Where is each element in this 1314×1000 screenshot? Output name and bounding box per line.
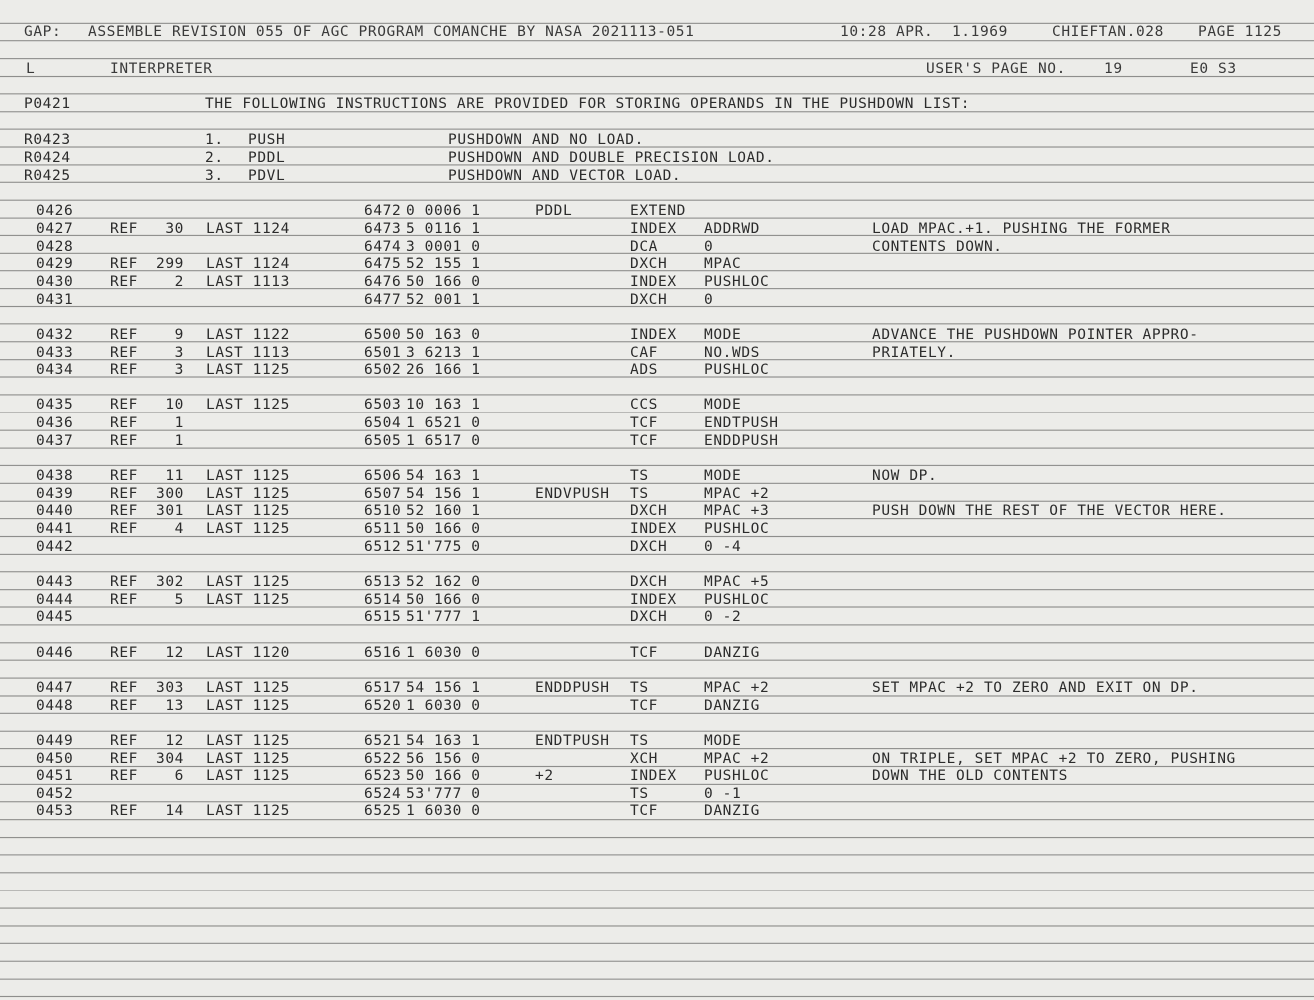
reference-row xyxy=(0,132,1314,149)
instruction-opcode: TS xyxy=(630,733,649,749)
machine-code: 54 156 1 xyxy=(406,486,481,502)
last-reference: LAST 1125 xyxy=(206,680,290,696)
code-line xyxy=(0,768,1314,785)
last-reference: LAST 1125 xyxy=(206,574,290,590)
machine-code: 54 163 1 xyxy=(406,468,481,484)
code-line xyxy=(0,397,1314,414)
memory-address: 6510 xyxy=(364,503,402,519)
instruction-opcode: TCF xyxy=(630,415,658,431)
code-line xyxy=(0,292,1314,309)
ref-count: 12 xyxy=(165,645,184,661)
instruction-operand: NO.WDS xyxy=(704,345,760,361)
line-number: 0448 xyxy=(36,698,74,714)
machine-code: 50 166 0 xyxy=(406,592,481,608)
reference-number: 2. xyxy=(205,150,224,166)
memory-address: 6511 xyxy=(364,521,402,537)
ref-marker: REF xyxy=(110,486,138,502)
last-reference: LAST 1125 xyxy=(206,698,290,714)
line-number: 0453 xyxy=(36,803,74,819)
ref-count: 303 xyxy=(156,680,184,696)
instruction-opcode: INDEX xyxy=(630,274,677,290)
instruction-operand: DANZIG xyxy=(704,645,760,661)
last-reference: LAST 1125 xyxy=(206,733,290,749)
line-number: 0444 xyxy=(36,592,74,608)
instruction-operand: ENDDPUSH xyxy=(704,433,779,449)
memory-address: 6472 xyxy=(364,203,402,219)
instruction-opcode: DCA xyxy=(630,239,658,255)
section-header xyxy=(0,61,1314,78)
instruction-operand: MODE xyxy=(704,733,742,749)
ref-marker: REF xyxy=(110,768,138,784)
machine-code: 1 6030 0 xyxy=(406,698,481,714)
eo-code: E0 S3 xyxy=(1190,61,1237,77)
ref-marker: REF xyxy=(110,256,138,272)
ref-count: 1 xyxy=(174,415,184,431)
comment-label: P0421 xyxy=(24,96,71,112)
instruction-operand: MPAC +3 xyxy=(704,503,770,519)
reference-opcode: PDVL xyxy=(248,168,286,184)
instruction-opcode: INDEX xyxy=(630,221,677,237)
memory-address: 6506 xyxy=(364,468,402,484)
instruction-operand: DANZIG xyxy=(704,698,760,714)
memory-address: 6516 xyxy=(364,645,402,661)
ref-marker: REF xyxy=(110,521,138,537)
ref-marker: REF xyxy=(110,733,138,749)
machine-code: 1 6517 0 xyxy=(406,433,481,449)
line-number: 0445 xyxy=(36,609,74,625)
reference-number: 1. xyxy=(205,132,224,148)
machine-code: 50 166 0 xyxy=(406,768,481,784)
reference-description: PUSHDOWN AND NO LOAD. xyxy=(448,132,644,148)
memory-address: 6504 xyxy=(364,415,402,431)
code-line xyxy=(0,345,1314,362)
instruction-opcode: DXCH xyxy=(630,609,668,625)
code-line xyxy=(0,503,1314,520)
line-number: 0430 xyxy=(36,274,74,290)
memory-address: 6505 xyxy=(364,433,402,449)
line-number: 0443 xyxy=(36,574,74,590)
code-line xyxy=(0,362,1314,379)
line-number: 0429 xyxy=(36,256,74,272)
instruction-opcode: INDEX xyxy=(630,521,677,537)
instruction-opcode: TS xyxy=(630,468,649,484)
instruction-opcode: DXCH xyxy=(630,256,668,272)
ref-marker: REF xyxy=(110,698,138,714)
code-line xyxy=(0,574,1314,591)
line-comment: PUSH DOWN THE REST OF THE VECTOR HERE. xyxy=(872,503,1227,519)
line-comment: ADVANCE THE PUSHDOWN POINTER APPRO- xyxy=(872,327,1199,343)
ref-marker: REF xyxy=(110,433,138,449)
instruction-opcode: TS xyxy=(630,786,649,802)
machine-code: 0 0006 1 xyxy=(406,203,481,219)
memory-address: 6473 xyxy=(364,221,402,237)
reference-opcode: PUSH xyxy=(248,132,286,148)
instruction-opcode: DXCH xyxy=(630,574,668,590)
ref-marker: REF xyxy=(110,503,138,519)
last-reference: LAST 1125 xyxy=(206,503,290,519)
instruction-opcode: CAF xyxy=(630,345,658,361)
instruction-operand: 0 -2 xyxy=(704,609,742,625)
instruction-operand: ADDRWD xyxy=(704,221,760,237)
instruction-operand: PUSHLOC xyxy=(704,274,770,290)
reference-row xyxy=(0,168,1314,185)
ref-marker: REF xyxy=(110,574,138,590)
instruction-operand: MPAC +2 xyxy=(704,751,770,767)
instruction-opcode: DXCH xyxy=(630,539,668,555)
code-line xyxy=(0,803,1314,820)
ref-count: 10 xyxy=(165,397,184,413)
instruction-operand: 0 -1 xyxy=(704,786,742,802)
memory-address: 6514 xyxy=(364,592,402,608)
last-reference: LAST 1125 xyxy=(206,468,290,484)
instruction-opcode: DXCH xyxy=(630,292,668,308)
machine-code: 53'777 0 xyxy=(406,786,481,802)
last-reference: LAST 1125 xyxy=(206,592,290,608)
last-reference: LAST 1125 xyxy=(206,751,290,767)
code-line xyxy=(0,592,1314,609)
instruction-operand: MPAC +5 xyxy=(704,574,770,590)
instruction-opcode: TS xyxy=(630,486,649,502)
user-page-label: USER'S PAGE NO. xyxy=(926,61,1066,77)
assembly-timestamp: 10:28 APR. 1.1969 xyxy=(840,24,1008,40)
instruction-operand: ENDTPUSH xyxy=(704,415,779,431)
code-line xyxy=(0,203,1314,220)
memory-address: 6512 xyxy=(364,539,402,555)
comment-text: THE FOLLOWING INSTRUCTIONS ARE PROVIDED FOR STORING OPERANDS IN THE PUSHDOWN LIST: xyxy=(205,96,971,112)
machine-code: 52 001 1 xyxy=(406,292,481,308)
ref-count: 13 xyxy=(165,698,184,714)
ref-marker: REF xyxy=(110,345,138,361)
memory-address: 6500 xyxy=(364,327,402,343)
memory-address: 6525 xyxy=(364,803,402,819)
line-number: 0439 xyxy=(36,486,74,502)
line-number: 0438 xyxy=(36,468,74,484)
memory-address: 6522 xyxy=(364,751,402,767)
ref-count: 3 xyxy=(174,362,184,378)
ref-count: 2 xyxy=(174,274,184,290)
machine-code: 3 0001 0 xyxy=(406,239,481,255)
machine-code: 52 160 1 xyxy=(406,503,481,519)
instruction-operand: PUSHLOC xyxy=(704,768,770,784)
ref-count: 12 xyxy=(165,733,184,749)
ref-marker: REF xyxy=(110,751,138,767)
ref-marker: REF xyxy=(110,397,138,413)
machine-code: 52 162 0 xyxy=(406,574,481,590)
ref-count: 30 xyxy=(165,221,184,237)
line-number: 0450 xyxy=(36,751,74,767)
memory-address: 6477 xyxy=(364,292,402,308)
memory-address: 6503 xyxy=(364,397,402,413)
ref-count: 1 xyxy=(174,433,184,449)
instruction-label: PDDL xyxy=(535,203,573,219)
code-line xyxy=(0,239,1314,256)
memory-address: 6507 xyxy=(364,486,402,502)
line-number: 0427 xyxy=(36,221,74,237)
line-comment: ON TRIPLE, SET MPAC +2 TO ZERO, PUSHING xyxy=(872,751,1236,767)
machine-code: 56 156 0 xyxy=(406,751,481,767)
machine-code: 50 166 0 xyxy=(406,521,481,537)
instruction-opcode: TCF xyxy=(630,433,658,449)
memory-address: 6513 xyxy=(364,574,402,590)
instruction-operand: MODE xyxy=(704,468,742,484)
ref-count: 6 xyxy=(174,768,184,784)
instruction-label: +2 xyxy=(535,768,554,784)
instruction-opcode: TCF xyxy=(630,645,658,661)
reference-label: R0423 xyxy=(24,132,71,148)
last-reference: LAST 1125 xyxy=(206,486,290,502)
instruction-operand: MPAC xyxy=(704,256,742,272)
machine-code: 3 6213 1 xyxy=(406,345,481,361)
line-number: 0426 xyxy=(36,203,74,219)
machine-code: 51'775 0 xyxy=(406,539,481,555)
line-number: 0431 xyxy=(36,292,74,308)
code-line xyxy=(0,733,1314,750)
memory-address: 6523 xyxy=(364,768,402,784)
assemble-title: ASSEMBLE REVISION 055 OF AGC PROGRAM COMANCHE BY NASA 2021113-051 xyxy=(88,24,695,40)
reference-description: PUSHDOWN AND VECTOR LOAD. xyxy=(448,168,682,184)
instruction-operand: PUSHLOC xyxy=(704,362,770,378)
line-number: 0447 xyxy=(36,680,74,696)
code-line xyxy=(0,256,1314,273)
code-line xyxy=(0,433,1314,450)
reference-description: PUSHDOWN AND DOUBLE PRECISION LOAD. xyxy=(448,150,775,166)
machine-code: 26 166 1 xyxy=(406,362,481,378)
code-line xyxy=(0,786,1314,803)
line-number: 0437 xyxy=(36,433,74,449)
page-number: PAGE 1125 xyxy=(1198,24,1282,40)
comment-line xyxy=(0,96,1314,113)
instruction-opcode: DXCH xyxy=(630,503,668,519)
ref-count: 302 xyxy=(156,574,184,590)
instruction-operand: PUSHLOC xyxy=(704,592,770,608)
line-comment: LOAD MPAC.+1. PUSHING THE FORMER xyxy=(872,221,1171,237)
line-number: 0440 xyxy=(36,503,74,519)
machine-code: 1 6030 0 xyxy=(406,803,481,819)
line-number: 0446 xyxy=(36,645,74,661)
instruction-operand: MODE xyxy=(704,397,742,413)
instruction-opcode: EXTEND xyxy=(630,203,686,219)
last-reference: LAST 1122 xyxy=(206,327,290,343)
instruction-opcode: XCH xyxy=(630,751,658,767)
ref-marker: REF xyxy=(110,274,138,290)
instruction-operand: 0 -4 xyxy=(704,539,742,555)
memory-address: 6476 xyxy=(364,274,402,290)
ref-marker: REF xyxy=(110,221,138,237)
code-line xyxy=(0,751,1314,768)
page-header xyxy=(0,24,1314,41)
instruction-opcode: TCF xyxy=(630,803,658,819)
machine-code: 10 163 1 xyxy=(406,397,481,413)
last-reference: LAST 1125 xyxy=(206,521,290,537)
instruction-operand: DANZIG xyxy=(704,803,760,819)
reference-row xyxy=(0,150,1314,167)
memory-address: 6521 xyxy=(364,733,402,749)
instruction-operand: 0 xyxy=(704,292,714,308)
memory-address: 6524 xyxy=(364,786,402,802)
machine-code: 54 156 1 xyxy=(406,680,481,696)
instruction-opcode: ADS xyxy=(630,362,658,378)
instruction-operand: 0 xyxy=(704,239,714,255)
ref-marker: REF xyxy=(110,592,138,608)
reference-opcode: PDDL xyxy=(248,150,286,166)
instruction-opcode: INDEX xyxy=(630,592,677,608)
ref-count: 5 xyxy=(174,592,184,608)
ref-marker: REF xyxy=(110,415,138,431)
ref-count: 299 xyxy=(156,256,184,272)
machine-code: 1 6521 0 xyxy=(406,415,481,431)
code-line xyxy=(0,415,1314,432)
machine-code: 50 166 0 xyxy=(406,274,481,290)
ref-count: 300 xyxy=(156,486,184,502)
line-comment: SET MPAC +2 TO ZERO AND EXIT ON DP. xyxy=(872,680,1199,696)
ref-count: 304 xyxy=(156,751,184,767)
code-line xyxy=(0,609,1314,626)
line-comment: CONTENTS DOWN. xyxy=(872,239,1003,255)
memory-address: 6517 xyxy=(364,680,402,696)
line-number: 0435 xyxy=(36,397,74,413)
ref-count: 14 xyxy=(165,803,184,819)
line-number: 0428 xyxy=(36,239,74,255)
code-line xyxy=(0,539,1314,556)
last-reference: LAST 1120 xyxy=(206,645,290,661)
memory-address: 6501 xyxy=(364,345,402,361)
last-reference: LAST 1125 xyxy=(206,397,290,413)
memory-address: 6515 xyxy=(364,609,402,625)
last-reference: LAST 1124 xyxy=(206,221,290,237)
code-line xyxy=(0,698,1314,715)
last-reference: LAST 1125 xyxy=(206,362,290,378)
machine-code: 51'777 1 xyxy=(406,609,481,625)
ref-count: 301 xyxy=(156,503,184,519)
memory-address: 6502 xyxy=(364,362,402,378)
instruction-opcode: CCS xyxy=(630,397,658,413)
machine-code: 54 163 1 xyxy=(406,733,481,749)
line-comment: NOW DP. xyxy=(872,468,938,484)
instruction-operand: PUSHLOC xyxy=(704,521,770,537)
instruction-opcode: INDEX xyxy=(630,768,677,784)
machine-code: 1 6030 0 xyxy=(406,645,481,661)
memory-address: 6474 xyxy=(364,239,402,255)
chieftan-id: CHIEFTAN.028 xyxy=(1052,24,1164,40)
code-line xyxy=(0,680,1314,697)
instruction-operand: MPAC +2 xyxy=(704,486,770,502)
instruction-label: ENDDPUSH xyxy=(535,680,610,696)
line-comment: DOWN THE OLD CONTENTS xyxy=(872,768,1068,784)
line-number: 0433 xyxy=(36,345,74,361)
ref-marker: REF xyxy=(110,803,138,819)
code-line xyxy=(0,521,1314,538)
instruction-opcode: TCF xyxy=(630,698,658,714)
reference-label: R0424 xyxy=(24,150,71,166)
line-number: 0432 xyxy=(36,327,74,343)
line-number: 0434 xyxy=(36,362,74,378)
last-reference: LAST 1124 xyxy=(206,256,290,272)
code-line xyxy=(0,274,1314,291)
ref-marker: REF xyxy=(110,645,138,661)
code-line xyxy=(0,486,1314,503)
machine-code: 52 155 1 xyxy=(406,256,481,272)
reference-label: R0425 xyxy=(24,168,71,184)
line-number: 0436 xyxy=(36,415,74,431)
ref-count: 3 xyxy=(174,345,184,361)
ref-marker: REF xyxy=(110,468,138,484)
listing-type: L xyxy=(26,61,36,77)
code-line xyxy=(0,327,1314,344)
instruction-label: ENDTPUSH xyxy=(535,733,610,749)
ref-marker: REF xyxy=(110,327,138,343)
last-reference: LAST 1113 xyxy=(206,345,290,361)
line-number: 0451 xyxy=(36,768,74,784)
ref-count: 11 xyxy=(165,468,184,484)
last-reference: LAST 1113 xyxy=(206,274,290,290)
line-number: 0441 xyxy=(36,521,74,537)
user-page-number: 19 xyxy=(1104,61,1123,77)
line-number: 0452 xyxy=(36,786,74,802)
ref-count: 4 xyxy=(174,521,184,537)
instruction-label: ENDVPUSH xyxy=(535,486,610,502)
last-reference: LAST 1125 xyxy=(206,768,290,784)
reference-number: 3. xyxy=(205,168,224,184)
line-comment: PRIATELY. xyxy=(872,345,956,361)
code-line xyxy=(0,468,1314,485)
instruction-opcode: INDEX xyxy=(630,327,677,343)
line-number: 0442 xyxy=(36,539,74,555)
memory-address: 6475 xyxy=(364,256,402,272)
line-number: 0449 xyxy=(36,733,74,749)
section-title: INTERPRETER xyxy=(110,61,213,77)
gap-label: GAP: xyxy=(24,24,62,40)
instruction-operand: MODE xyxy=(704,327,742,343)
machine-code: 50 163 0 xyxy=(406,327,481,343)
ref-marker: REF xyxy=(110,680,138,696)
code-line xyxy=(0,221,1314,238)
memory-address: 6520 xyxy=(364,698,402,714)
instruction-operand: MPAC +2 xyxy=(704,680,770,696)
ref-marker: REF xyxy=(110,362,138,378)
instruction-opcode: TS xyxy=(630,680,649,696)
code-line xyxy=(0,645,1314,662)
ref-count: 9 xyxy=(174,327,184,343)
machine-code: 5 0116 1 xyxy=(406,221,481,237)
last-reference: LAST 1125 xyxy=(206,803,290,819)
